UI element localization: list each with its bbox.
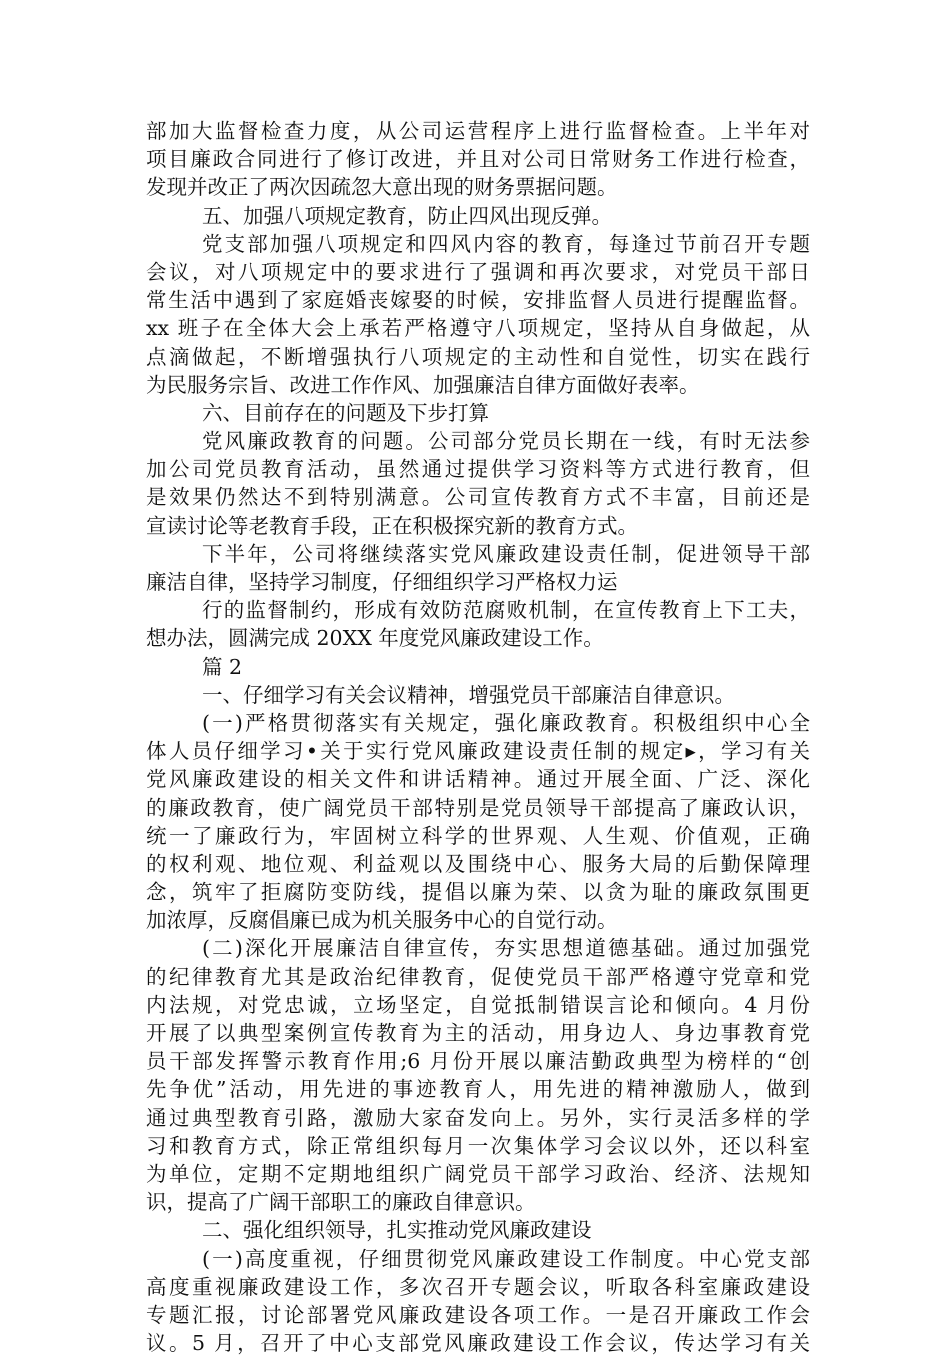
text-line: 发现并改正了两次因疏忽大意出现的财务票据问题。 bbox=[146, 175, 618, 200]
text-line: 加浓厚，反腐倡廉已成为机关服务中心的自觉行动。 bbox=[146, 908, 618, 933]
text-line: 为民服务宗旨、改进工作作风、加强廉洁自律方面做好表率。 bbox=[146, 372, 700, 397]
text-line: 通过典型教育引路，激励大家奋发向上。另外，实行灵活多样的学 bbox=[146, 1105, 810, 1130]
text-line: 点滴做起，不断增强执行八项规定的主动性和自觉性，切实在践行 bbox=[146, 344, 810, 369]
text-line: 常生活中遇到了家庭婚丧嫁娶的时候，安排监督人员进行提醒监督。 bbox=[146, 288, 810, 313]
text-line: 开展了以典型案例宣传教育为主的活动，用身边人、身边事教育党 bbox=[146, 1021, 810, 1045]
text-line: 宣读讨论等老教育手段，正在积极探究新的教育方式。 bbox=[146, 513, 638, 538]
text-line: 的廉政教育，使广阔党员干部特别是党员领导干部提高了廉政认识， bbox=[146, 795, 810, 820]
text-line: 一、仔细学习有关会议精神，增强党员干部廉洁自律意识。 bbox=[202, 682, 735, 707]
text-line: 先争优”活动，用先进的事迹教育人，用先进的精神激励人，做到 bbox=[146, 1077, 810, 1102]
text-line: 党风廉政教育的问题。公司部分党员长期在一线，有时无法参 bbox=[202, 429, 810, 454]
text-line: xx 班子在全体大会上承若严格遵守八项规定，坚持从自身做起，从 bbox=[146, 316, 810, 341]
text-line: 党支部加强八项规定和四风内容的教育，每逢过节前召开专题 bbox=[202, 231, 810, 256]
text-line: 为单位，定期不定期地组织广阔党员干部学习政治、经济、法规知 bbox=[146, 1161, 810, 1186]
text-line: (二)深化开展廉洁自律宣传，夯实思想道德基础。通过加强党 bbox=[202, 936, 810, 961]
text-line: (一)高度重视，仔细贯彻党风廉政建设工作制度。中心党支部 bbox=[202, 1246, 810, 1271]
text-line: 行的监督制约，形成有效防范腐败机制，在宣传教育上下工夫， bbox=[202, 598, 810, 623]
text-line: 议。5 月，召开了中心支部党风廉政建设工作会议，传达学习有关 bbox=[146, 1331, 810, 1356]
text-line: 会议，对八项规定中的要求进行了强调和再次要求，对党员干部日 bbox=[146, 259, 810, 284]
text-line: 党风廉政建设的相关文件和讲话精神。通过开展全面、广泛、深化 bbox=[146, 767, 810, 792]
text-line: 部加大监督检查力度，从公司运营程序上进行监督检查。上半年对 bbox=[146, 119, 810, 143]
text-line: 识，提高了广阔干部职工的廉政自律意识。 bbox=[146, 1190, 536, 1215]
text-line: 员干部发挥警示教育作用;6 月份开展以廉洁勤政典型为榜样的“创 bbox=[146, 1049, 810, 1074]
text-line: 内法规，对党忠诚，立场坚定，自觉抵制错误言论和倾向。4 月份 bbox=[146, 992, 810, 1017]
text-line: 体人员仔细学习•关于实行党风廉政建设责任制的规定▸，学习有关 bbox=[146, 739, 810, 764]
text-line: 廉洁自律，坚持学习制度，仔细组织学习严格权力运 bbox=[146, 570, 618, 594]
text-line: 统一了廉政行为，牢固树立科学的世界观、人生观、价值观，正确 bbox=[146, 823, 810, 848]
text-line: 二、强化组织领导，扎实推动党风廉政建设 bbox=[202, 1218, 592, 1243]
text-line: 项目廉政合同进行了修订改进，并且对公司日常财务工作进行检查， bbox=[146, 147, 810, 172]
text-line: 加公司党员教育活动，虽然通过提供学习资料等方式进行教育，但 bbox=[146, 457, 810, 482]
text-line: (一)严格贯彻落实有关规定，强化廉政教育。积极组织中心全 bbox=[202, 710, 810, 735]
text-line: 是效果仍然达不到特别满意。公司宣传教育方式不丰富，目前还是 bbox=[146, 485, 810, 510]
text-line: 的权利观、地位观、利益观以及围绕中心、服务大局的后勤保障理 bbox=[146, 851, 810, 876]
text-line: 念，筑牢了拒腐防变防线，提倡以廉为荣、以贪为耻的廉政氛围更 bbox=[146, 880, 810, 905]
text-line: 下半年，公司将继续落实党风廉政建设责任制，促进领导干部 bbox=[202, 541, 810, 566]
text-line: 篇 2 bbox=[202, 654, 243, 679]
text-line: 六、目前存在的问题及下步打算 bbox=[202, 400, 489, 425]
text-line: 想办法，圆满完成 20XX 年度党风廉政建设工作。 bbox=[146, 626, 604, 651]
text-line: 的纪律教育尤其是政治纪律教育，促使党员干部严格遵守党章和党 bbox=[146, 964, 810, 989]
text-line: 五、加强八项规定教育，防止四风出现反弹。 bbox=[202, 203, 612, 228]
text-line: 专题汇报，讨论部署党风廉政建设各项工作。一是召开廉政工作会 bbox=[146, 1302, 810, 1327]
document-body bbox=[146, 117, 810, 1357]
text-line: 习和教育方式，除正常组织每月一次集体学习会议以外，还以科室 bbox=[146, 1133, 810, 1158]
text-line: 高度重视廉政建设工作，多次召开专题会议，听取各科室廉政建设 bbox=[146, 1274, 810, 1299]
